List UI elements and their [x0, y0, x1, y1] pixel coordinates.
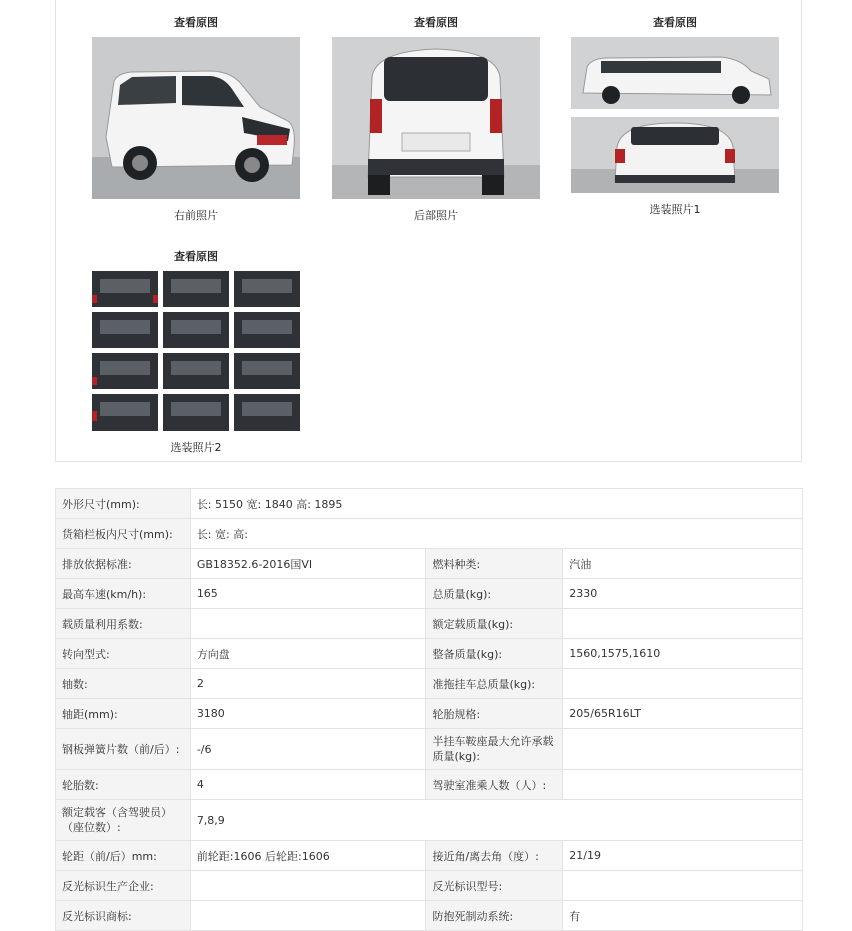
load-util-label: 载质量利用系数:	[56, 609, 191, 639]
wheelbase-value: 3180	[190, 699, 426, 729]
table-row	[56, 871, 803, 901]
reflect-brand-label: 反光标识商标:	[56, 901, 191, 931]
cargo-label: 货箱栏板内尺寸(mm):	[56, 519, 191, 549]
photo-gallery	[55, 0, 802, 462]
van-front-right-icon	[92, 37, 300, 199]
dims-label: 外形尺寸(mm):	[56, 489, 191, 519]
table-row	[56, 770, 803, 800]
photo-caption: 右前照片	[174, 209, 218, 222]
table-row	[56, 579, 803, 609]
rear-photo-image[interactable]	[332, 37, 540, 199]
photo-rear	[331, 16, 541, 223]
table-row	[56, 729, 803, 770]
seats-label	[56, 800, 191, 841]
load-util-value	[190, 609, 426, 639]
springs-label: 钢板弹簧片数（前/后）:	[56, 729, 191, 770]
curb-value: 1560,1575,1610	[563, 639, 803, 669]
view-original-link[interactable]: 查看原图	[414, 16, 458, 29]
seats-label-text: 额定载客（含驾驶员）（座位数）:	[62, 806, 172, 834]
wheelbase-label: 轴距(mm):	[56, 699, 191, 729]
cargo-value: 长: 宽: 高:	[190, 519, 802, 549]
view-original-link[interactable]: 查看原图	[653, 16, 697, 29]
reflect-mfr-label: 反光标识生产企业:	[56, 871, 191, 901]
reflect-model-value	[563, 871, 803, 901]
view-original-link[interactable]: 查看原图	[174, 16, 218, 29]
photo-front-right	[91, 16, 301, 223]
rated-load-label: 额定载质量(kg):	[426, 609, 563, 639]
interior-grid-icon	[92, 271, 300, 431]
angle-label: 接近角/离去角（度）:	[426, 841, 563, 871]
curb-label: 整备质量(kg):	[426, 639, 563, 669]
optional-2-photo-image[interactable]	[92, 271, 300, 431]
table-row	[56, 519, 803, 549]
trailer-label: 准拖挂车总质量(kg):	[426, 669, 563, 699]
tire-label: 轮胎规格:	[426, 699, 563, 729]
tires-value: 4	[190, 770, 426, 800]
track-label: 轮距（前/后）mm:	[56, 841, 191, 871]
speed-value: 165	[190, 579, 426, 609]
reflect-model-label: 反光标识型号:	[426, 871, 563, 901]
table-row	[56, 800, 803, 841]
table-row	[56, 669, 803, 699]
photo-optional-1	[570, 16, 780, 217]
photo-caption: 选装照片1	[649, 203, 701, 216]
springs-value: -/6	[190, 729, 426, 770]
reflect-brand-value	[190, 901, 426, 931]
table-row	[56, 609, 803, 639]
front-right-photo-image[interactable]	[92, 37, 300, 199]
cab-label: 驾驶室准乘人数（人）:	[426, 770, 563, 800]
emission-label: 排放依据标准:	[56, 549, 191, 579]
total-mass-label: 总质量(kg):	[426, 579, 563, 609]
photo-optional-2	[91, 250, 301, 455]
saddle-label	[426, 729, 563, 770]
fuel-label: 燃料种类:	[426, 549, 563, 579]
steering-value: 方向盘	[190, 639, 426, 669]
axles-value: 2	[190, 669, 426, 699]
table-row	[56, 489, 803, 519]
total-mass-value: 2330	[563, 579, 803, 609]
axles-label: 轴数:	[56, 669, 191, 699]
rated-load-value	[563, 609, 803, 639]
view-original-link[interactable]: 查看原图	[174, 250, 218, 263]
emission-value: GB18352.6-2016国VI	[190, 549, 426, 579]
table-row	[56, 901, 803, 931]
trailer-value	[563, 669, 803, 699]
steering-label: 转向型式:	[56, 639, 191, 669]
van-side-and-rear-icon	[571, 37, 779, 193]
seats-value: 7,8,9	[190, 800, 802, 841]
saddle-value	[563, 729, 803, 770]
fuel-value: 汽油	[563, 549, 803, 579]
angle-value: 21/19	[563, 841, 803, 871]
abs-label: 防抱死制动系统:	[426, 901, 563, 931]
reflect-mfr-value	[190, 871, 426, 901]
tire-value: 205/65R16LT	[563, 699, 803, 729]
van-rear-icon	[332, 37, 540, 199]
table-row	[56, 841, 803, 871]
photo-caption: 后部照片	[414, 209, 458, 222]
saddle-label-text: 半挂车鞍座最大允许承载质量(kg):	[432, 735, 554, 763]
optional-1-photo-image[interactable]	[571, 37, 779, 193]
speed-label: 最高车速(km/h):	[56, 579, 191, 609]
track-value: 前轮距:1606 后轮距:1606	[190, 841, 426, 871]
cab-value	[563, 770, 803, 800]
abs-value: 有	[563, 901, 803, 931]
photo-caption: 选装照片2	[170, 441, 222, 454]
table-row	[56, 639, 803, 669]
dims-value: 长: 5150 宽: 1840 高: 1895	[190, 489, 802, 519]
vehicle-spec-table	[55, 488, 803, 931]
tires-label: 轮胎数:	[56, 770, 191, 800]
table-row	[56, 549, 803, 579]
table-row	[56, 699, 803, 729]
